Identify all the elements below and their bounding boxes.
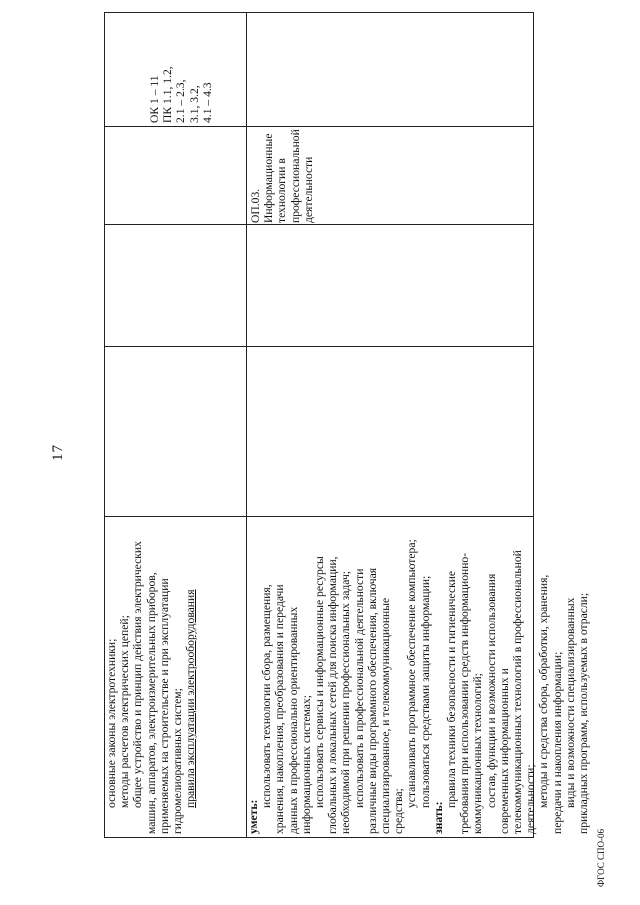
competency-code: 3.1, 3.2, xyxy=(187,85,201,123)
requirement-line: данных в профессионально ориентированных xyxy=(286,606,300,834)
requirement-line: требования при использовании средств информационно- xyxy=(458,552,472,834)
requirement-line: пользоваться средствами защиты информации; xyxy=(418,575,432,808)
row1-competencies xyxy=(148,66,214,123)
knowledge-line: гидромелиоративных систем; xyxy=(171,688,185,834)
requirement-line: устанавливать программное обеспечение компьютера; xyxy=(405,539,419,808)
requirement-line: специализированное, и телекоммуникационные xyxy=(379,597,393,834)
requirement-line: средства; xyxy=(392,788,406,834)
requirement-line: современных информационных и xyxy=(497,668,511,834)
requirement-line: коммуникационных технологий; xyxy=(471,673,485,834)
col-divider-2 xyxy=(105,346,533,347)
competency-code: 2.1 – 2.3, xyxy=(174,79,188,123)
requirement-line: необходимой при решении профессиональных задач; xyxy=(339,570,353,834)
discipline-name-line: деятельности xyxy=(301,156,315,223)
requirement-line: знать: xyxy=(431,801,445,834)
requirement-line: телекоммуникационных технологий в профессиональной xyxy=(511,550,525,834)
competency-table xyxy=(104,12,591,838)
competency-code: ОК 1 – 11 xyxy=(148,75,161,123)
requirement-line: деятельности; xyxy=(524,764,538,834)
col-divider-1 xyxy=(105,516,533,517)
row1-knowledge-list xyxy=(105,541,197,834)
discipline-name-line: профессиональной xyxy=(288,129,302,223)
discipline-name-line: технологии в xyxy=(275,158,289,223)
competency-code: ПК 1.1, 1.2, xyxy=(161,66,175,123)
discipline-name-line: Информационные xyxy=(262,133,276,223)
discipline-name xyxy=(262,129,315,223)
requirement-line: использовать сервисы и информационные ресурсы xyxy=(313,556,327,808)
page-number: 17 xyxy=(50,444,66,461)
requirement-line: различные виды программного обеспечения, включая xyxy=(365,567,379,834)
requirement-line: уметь: xyxy=(247,799,260,834)
requirement-line: глобальных и локальных сетей для поиска информации, xyxy=(326,556,340,834)
knowledge-line: методы расчетов электрических цепей; xyxy=(118,615,132,808)
knowledge-line: применяемых на строительстве и при эксплуатации xyxy=(157,578,171,834)
requirement-line: прикладных программ, используемых в отрасли; xyxy=(577,592,591,834)
knowledge-line: машин, аппаратов, электроизмерительных приборов, xyxy=(144,572,158,834)
col-divider-4 xyxy=(105,126,533,127)
col-divider-3 xyxy=(105,224,533,225)
knowledge-line: правила эксплуатации электрооборудования xyxy=(184,589,198,808)
row2-discipline xyxy=(249,129,315,223)
row2-skills-knowledge-list xyxy=(247,539,590,834)
discipline-code: ОП.03. xyxy=(249,188,262,223)
knowledge-line: общее устройство и принцип действия электрических xyxy=(131,541,145,808)
requirement-line: виды и возможности специализированных xyxy=(563,597,577,808)
requirement-line: состав, функции и возможности использования xyxy=(484,573,498,808)
requirement-line: использовать в профессиональной деятельности xyxy=(352,568,366,808)
requirement-line: методы и средства сбора, обработки, хранения, xyxy=(537,574,551,808)
requirement-line: информационных системах; xyxy=(299,695,313,834)
footer-code: ФГОС СПО-06 xyxy=(596,829,606,887)
knowledge-line: основные законы электротехники; xyxy=(105,638,118,808)
requirement-line: правила техники безопасности и гигиенические xyxy=(445,570,459,808)
requirement-line: использовать технологии сбора, размещения, xyxy=(260,584,274,808)
requirement-line: хранения, накопления, преобразования и передачи xyxy=(273,584,287,834)
requirement-line: передачи и накопления информации; xyxy=(550,651,564,834)
competency-code: 4.1 – 4.3 xyxy=(200,82,214,123)
